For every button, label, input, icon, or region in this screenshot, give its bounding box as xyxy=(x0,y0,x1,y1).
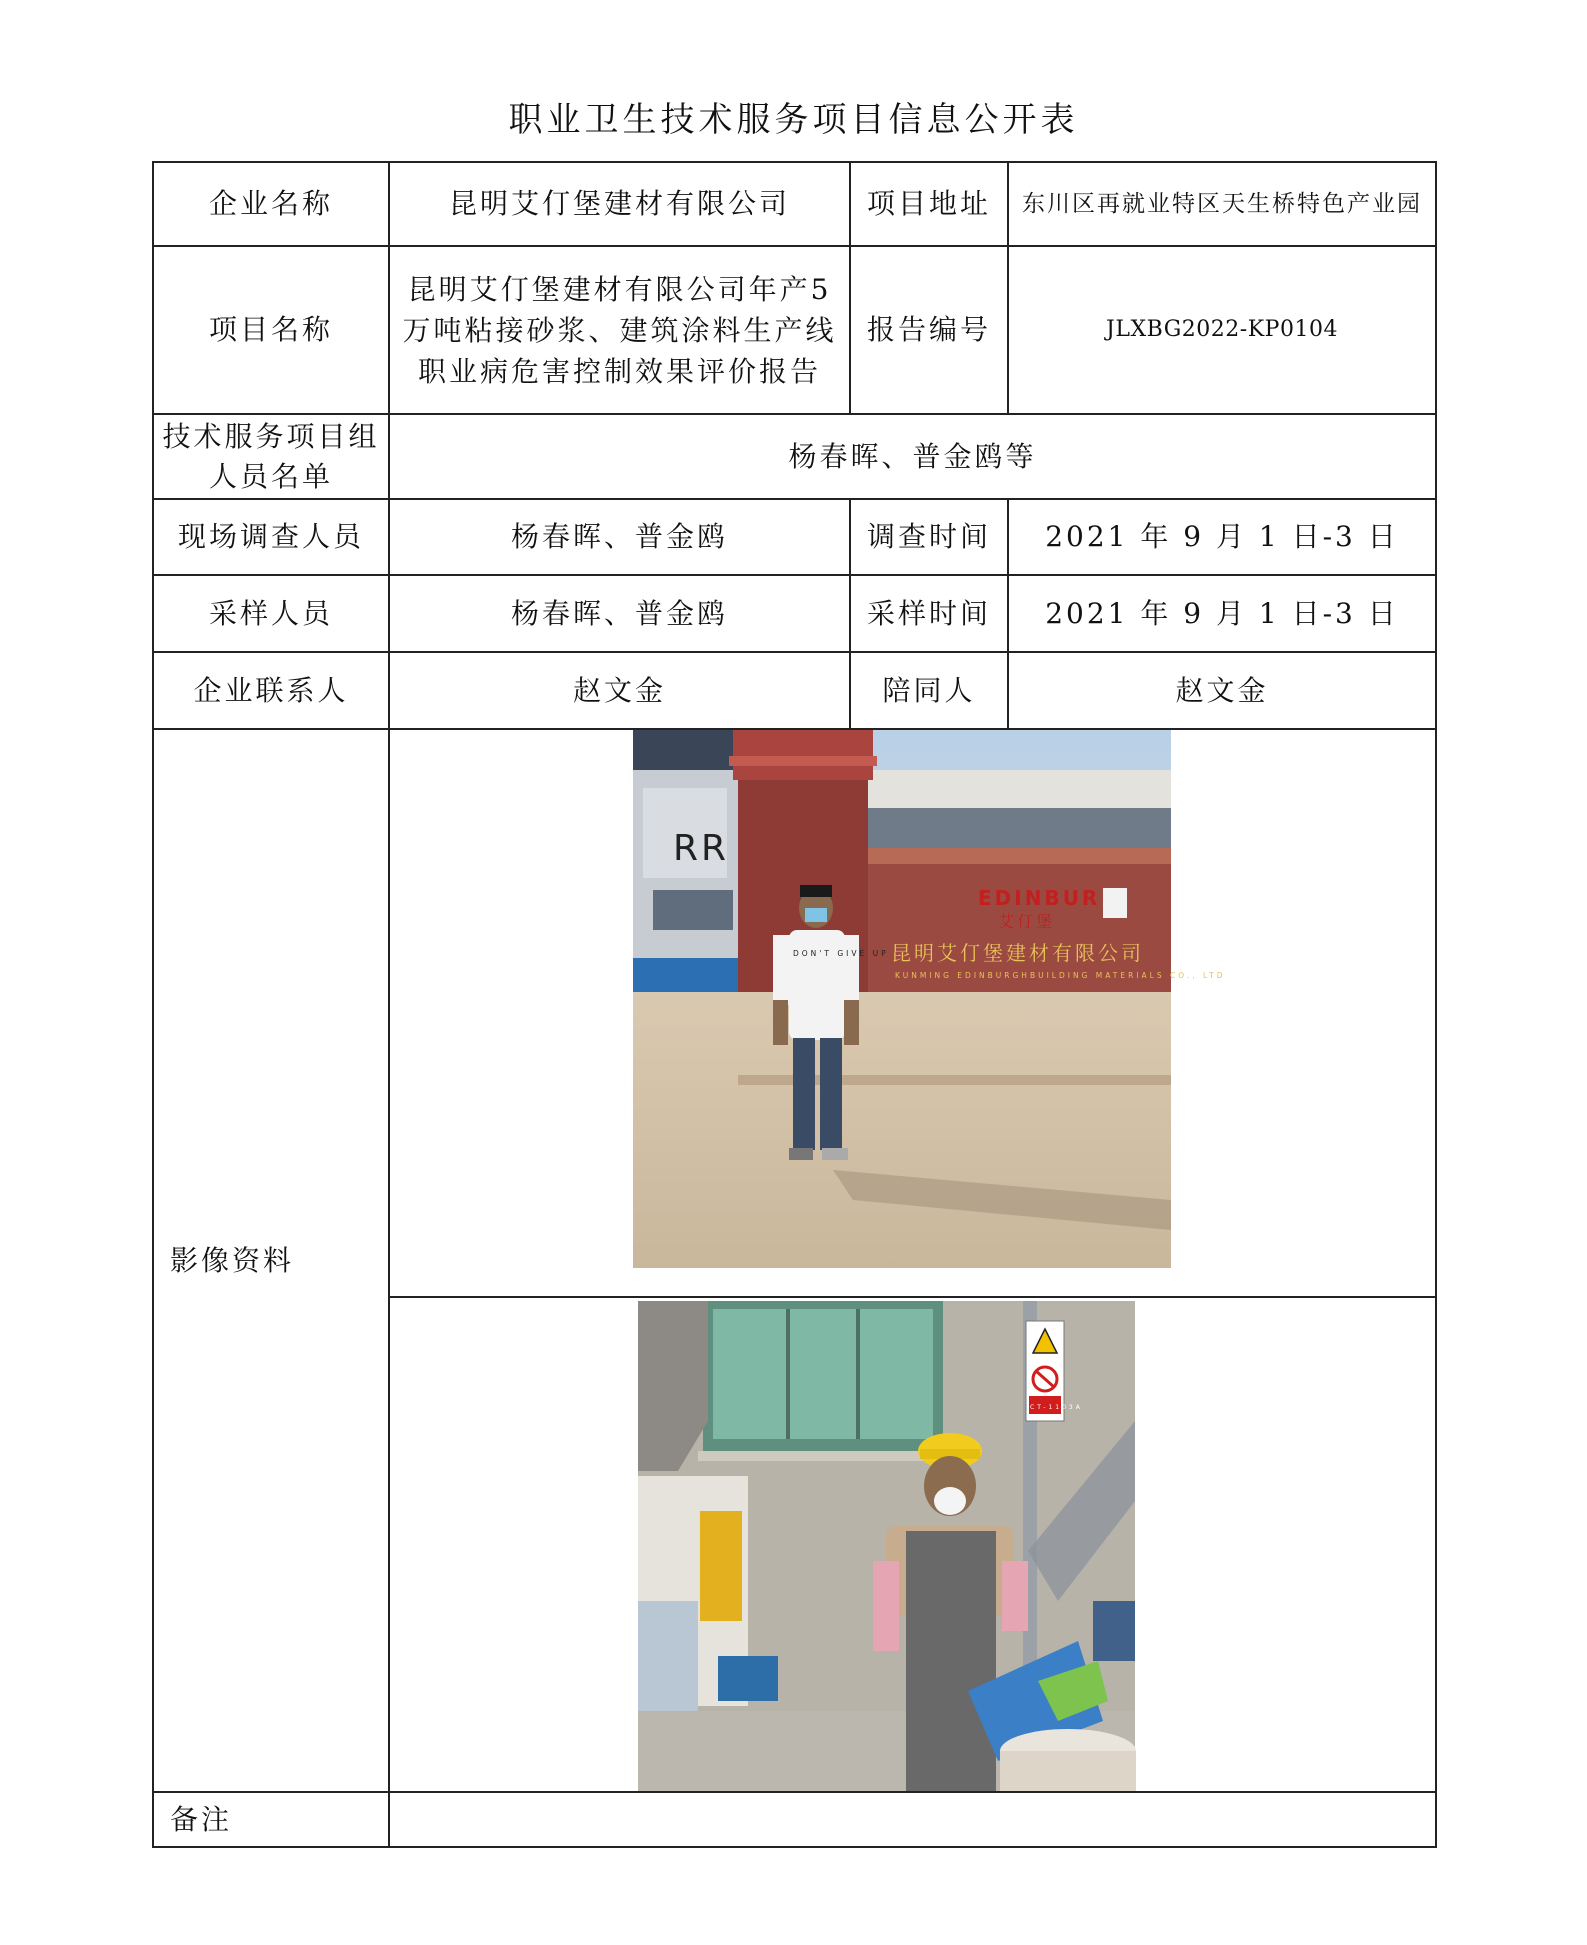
escort-label: 陪同人 xyxy=(850,652,1008,729)
company-value: 昆明艾仃堡建材有限公司 xyxy=(389,162,850,246)
address-value: 东川区再就业特区天生桥特色产业园 xyxy=(1008,162,1436,246)
row-contact xyxy=(153,652,1436,729)
row-image-1 xyxy=(153,729,1436,1297)
remarks-label: 备注 xyxy=(153,1792,389,1847)
svg-text:RR: RR xyxy=(673,828,730,869)
row-company xyxy=(153,162,1436,246)
photo1-brand-cn-text: 艾仃堡 xyxy=(998,912,1056,931)
survey-staff-value: 杨春晖、普金鸥 xyxy=(389,499,850,575)
photo1-company-en-text: KUNMING EDINBURGHBUILDING MATERIALS CO., LTD xyxy=(895,971,1226,980)
sampling-staff-label: 采样人员 xyxy=(153,575,389,652)
document-title: 职业卫生技术服务项目信息公开表 xyxy=(508,100,1079,140)
row-project xyxy=(153,246,1436,414)
sampling-time-label: 采样时间 xyxy=(850,575,1008,652)
survey-time-value: 2021 年 9 月 1 日-3 日 xyxy=(1008,499,1436,575)
escort-value: 赵文金 xyxy=(1008,652,1436,729)
sampling-time-value: 2021 年 9 月 1 日-3 日 xyxy=(1008,575,1436,652)
contact-label: 企业联系人 xyxy=(153,652,389,729)
row-survey xyxy=(153,499,1436,575)
team-value: 杨春晖、普金鸥等 xyxy=(389,414,1436,499)
company-label: 企业名称 xyxy=(153,162,389,246)
photo-factory-gate xyxy=(633,730,1226,1268)
row-team xyxy=(153,414,1436,499)
photo1-brand-text: EDINBUR xyxy=(978,886,1101,910)
row-remarks xyxy=(153,1792,1436,1847)
photo-cell-2 xyxy=(389,1297,1436,1792)
row-sampling xyxy=(153,575,1436,652)
contact-value: 赵文金 xyxy=(389,652,850,729)
survey-staff-label: 现场调查人员 xyxy=(153,499,389,575)
photo2-sign-text: CT-1103A xyxy=(1030,1404,1083,1411)
images-label: 影像资料 xyxy=(153,729,389,1792)
project-value: 昆明艾仃堡建材有限公司年产5万吨粘接砂浆、建筑涂料生产线职业病危害控制效果评价报告 xyxy=(389,246,850,414)
report-value: JLXBG2022-KP0104 xyxy=(1008,246,1436,414)
team-label: 技术服务项目组人员名单 xyxy=(153,414,389,499)
sampling-staff-value: 杨春晖、普金鸥 xyxy=(389,575,850,652)
report-label: 报告编号 xyxy=(850,246,1008,414)
survey-time-label: 调查时间 xyxy=(850,499,1008,575)
photo-production-worker xyxy=(638,1301,1135,1791)
project-label: 项目名称 xyxy=(153,246,389,414)
address-label: 项目地址 xyxy=(850,162,1008,246)
photo1-shirt-text: DON'T GIVE UP xyxy=(793,949,889,958)
info-table xyxy=(152,161,1437,1848)
remarks-value xyxy=(389,1792,1436,1847)
photo1-company-text: 昆明艾仃堡建材有限公司 xyxy=(891,941,1144,965)
photo-cell-1 xyxy=(389,729,1436,1297)
